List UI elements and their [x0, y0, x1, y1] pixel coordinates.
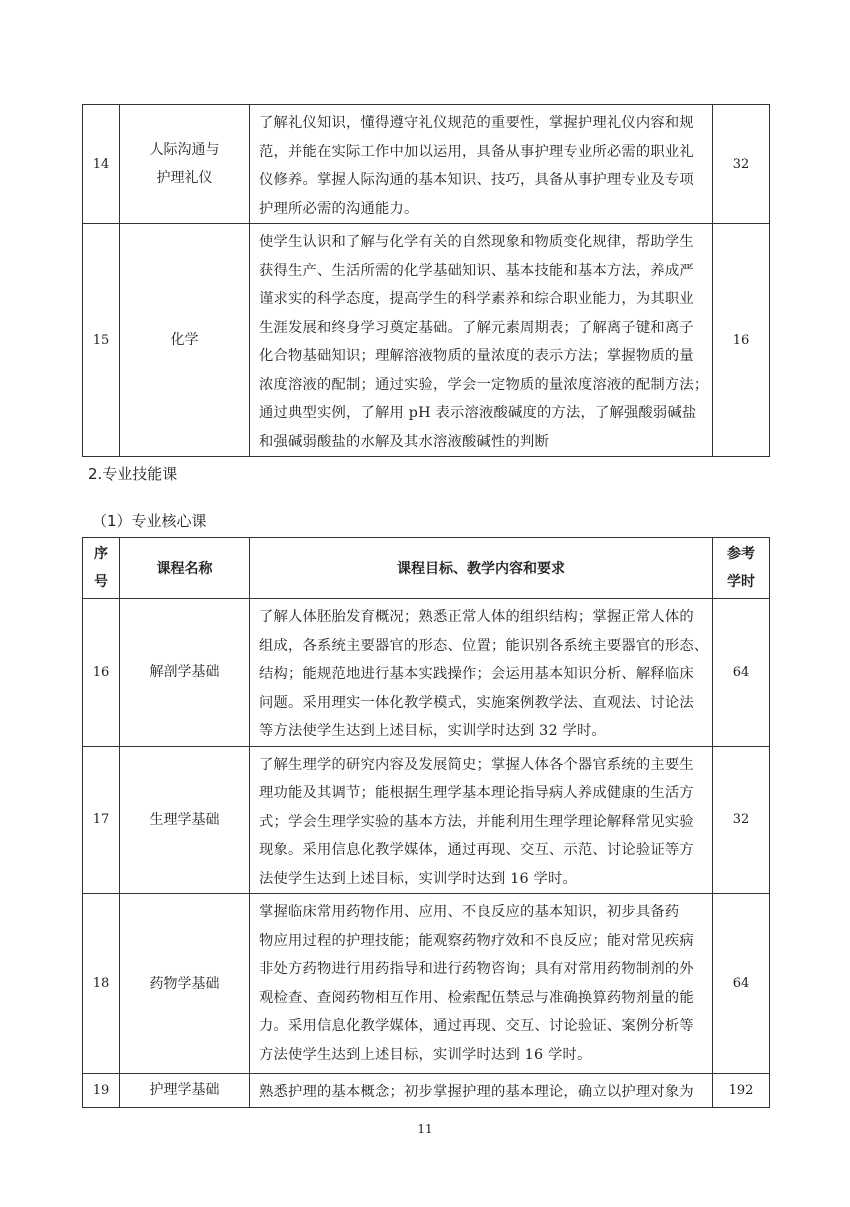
row-number: 18 [83, 894, 120, 1074]
section-heading: 2.专业技能课 [88, 465, 178, 483]
description-line: 问题。采用理实一体化教学模式，实施案例教学法、直观法、讨论法 [259, 694, 694, 711]
description-line: 非处方药物进行用药指导和进行药物咨询；具有对常用药物制剂的外 [259, 961, 694, 977]
header-no-line: 序 [94, 546, 108, 562]
course-name [120, 105, 250, 224]
description-line: 生涯发展和终身学习奠定基础。了解元素周期表；了解离子键和离子 [259, 319, 694, 336]
table-header-row [83, 538, 770, 599]
course-table-continued [82, 104, 770, 457]
description-line: 掌握临床常用药物作用、应用、不良反应的基本知识，初步具备药 [259, 904, 680, 920]
course-description [250, 224, 713, 457]
header-no-line: 号 [94, 574, 108, 590]
table-row [83, 1074, 770, 1108]
description-line: 法使学生达到上述目标，实训学时达到 16 学时。 [259, 870, 578, 887]
description-line: 组成，各系统主要器官的形态、位置；能识别各系统主要器官的形态、 [259, 637, 709, 654]
header-hours-line: 学时 [727, 574, 755, 590]
description-line: 使学生认识和了解与化学有关的自然现象和物质变化规律，帮助学生 [259, 234, 694, 250]
description-line: 了解人体胚胎发育概况；熟悉正常人体的组织结构；掌握正常人体的 [259, 609, 694, 625]
table-row [83, 746, 770, 894]
course-name [120, 894, 250, 1074]
header-hours-line: 参考 [727, 546, 755, 562]
description-line: 力。采用信息化教学媒体，通过再现、交互、讨论验证、案例分析等 [259, 1018, 694, 1034]
description-line: 了解生理学的研究内容及发展简史；掌握人体各个器官系统的主要生 [259, 756, 694, 773]
description-line: 熟悉护理的基本概念；初步掌握护理的基本理论，确立以护理对象为 [259, 1084, 694, 1100]
subsection-heading: （1）专业核心课 [92, 512, 207, 530]
course-description [250, 894, 713, 1074]
header-description: 课程目标、教学内容和要求 [250, 538, 713, 599]
course-name-line: 人际沟通与 [149, 142, 220, 158]
course-name-line: 化学 [170, 332, 199, 348]
course-description [250, 599, 713, 747]
course-name-line: 生理学基础 [149, 811, 220, 828]
table-row [83, 894, 770, 1074]
header-course-name: 课程名称 [120, 538, 250, 599]
row-number: 14 [83, 105, 120, 224]
description-line: 仪修养。掌握人际沟通的基本知识、技巧，具备从事护理专业及专项 [259, 172, 694, 188]
course-name [120, 224, 250, 457]
page-number: 11 [417, 1122, 433, 1136]
description-line: 范，并能在实际工作中加以运用，具备从事护理专业所必需的职业礼 [259, 143, 694, 160]
course-name-line: 药物学基础 [149, 975, 220, 992]
header-no [83, 538, 120, 599]
table-row [83, 599, 770, 747]
header-hours [713, 538, 770, 599]
course-description [250, 746, 713, 894]
description-line: 获得生产、生活所需的化学基础知识、基本技能和基本方法，养成严 [259, 262, 694, 279]
reference-hours: 64 [713, 894, 770, 1074]
reference-hours: 32 [713, 105, 770, 224]
reference-hours: 64 [713, 599, 770, 747]
core-course-table [82, 537, 770, 1108]
course-name [120, 1074, 250, 1108]
description-line: 等方法使学生达到上述目标，实训学时达到 32 学时。 [259, 723, 607, 739]
description-line: 和强碱弱酸盐的水解及其水溶液酸碱性的判断 [259, 433, 549, 450]
description-line: 化合物基础知识；理解溶液物质的量浓度的表示方法；掌握物质的量 [259, 348, 694, 364]
course-name-line: 护理学基础 [149, 1082, 220, 1099]
course-name [120, 746, 250, 894]
course-description [250, 105, 713, 224]
reference-hours: 32 [713, 746, 770, 894]
description-line: 物应用过程的护理技能；能观察药物疗效和不良反应；能对常见疾病 [259, 932, 694, 949]
row-number: 19 [83, 1074, 120, 1108]
description-line: 式；学会生理学实验的基本方法，并能利用生理学理论解释常见实验 [259, 813, 694, 830]
table-row [83, 224, 770, 457]
course-name-line: 护理礼仪 [156, 170, 213, 186]
row-number: 16 [83, 599, 120, 747]
reference-hours: 192 [713, 1074, 770, 1108]
description-line: 现象。采用信息化教学媒体，通过再现、交互、示范、讨论验证等方 [259, 842, 694, 858]
description-line: 观检查、查阅药物相互作用、检索配伍禁忌与准确换算药物剂量的能 [259, 989, 694, 1006]
description-line: 护理所必需的沟通能力。 [259, 200, 419, 217]
course-name-line: 解剖学基础 [149, 664, 220, 681]
row-number: 15 [83, 224, 120, 457]
row-number: 17 [83, 746, 120, 894]
table-row [83, 105, 770, 224]
description-line: 方法使学生达到上述目标，实训学时达到 16 学时。 [259, 1046, 592, 1063]
course-description [250, 1074, 713, 1108]
description-line: 浓度溶液的配制；通过实验，学会一定物质的量浓度溶液的配制方法； [259, 376, 709, 393]
description-line: 结构；能规范地进行基本实践操作；会运用基本知识分析、解释临床 [259, 666, 694, 682]
description-line: 通过典型实例，了解用 pH 表示溶液酸碱度的方法，了解强酸弱碱盐 [259, 405, 697, 421]
reference-hours: 16 [713, 224, 770, 457]
description-line: 谨求实的科学态度，提高学生的科学素养和综合职业能力，为其职业 [259, 291, 694, 307]
course-name [120, 599, 250, 747]
description-line: 了解礼仪知识，懂得遵守礼仪规范的重要性，掌握护理礼仪内容和规 [259, 115, 694, 131]
description-line: 理功能及其调节；能根据生理学基本理论指导病人养成健康的生活方 [259, 785, 694, 801]
